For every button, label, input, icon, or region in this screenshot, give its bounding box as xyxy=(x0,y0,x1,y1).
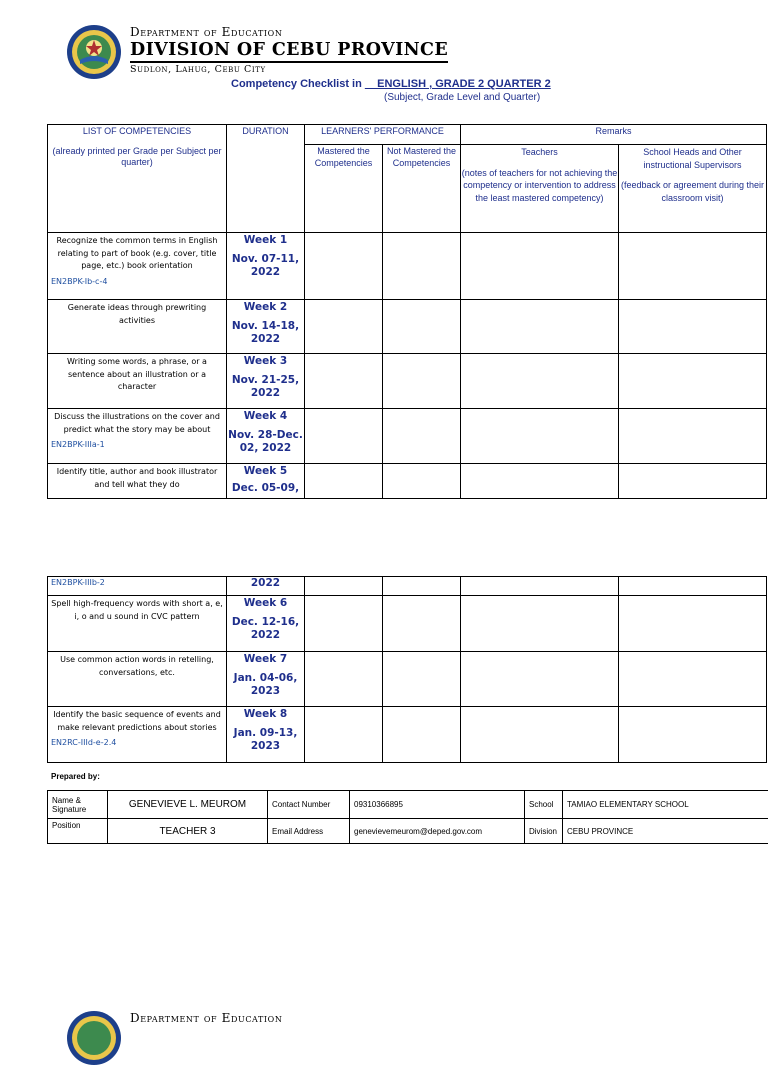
table-row xyxy=(48,233,767,300)
heads-remarks-cell[interactable] xyxy=(619,354,767,409)
contact-label: Contact Number xyxy=(268,791,350,819)
week-dates: 2022 xyxy=(227,577,304,590)
table-row xyxy=(48,354,767,409)
mastered-cell[interactable] xyxy=(305,464,383,499)
week-dates: Jan. 04-06, 2023 xyxy=(227,672,304,698)
heads-remarks-cell[interactable] xyxy=(619,464,767,499)
table-row xyxy=(48,707,767,763)
competency-code: EN2RC-IIId-e-2.4 xyxy=(51,737,223,750)
not-mastered-cell[interactable] xyxy=(383,652,461,707)
name-label: Name & Signature xyxy=(48,791,108,819)
teachers-remarks-cell[interactable] xyxy=(461,596,619,652)
position-value[interactable]: TEACHER 3 xyxy=(108,819,268,844)
competency-text: Writing some words, a phrase, or a sentence about an illustration or a character xyxy=(67,357,207,391)
not-mastered-cell[interactable] xyxy=(383,596,461,652)
competency-cell xyxy=(48,354,227,409)
competency-text: Use common action words in retelling, conversations, etc. xyxy=(60,655,214,677)
not-mastered-header: Not Mastered the Competencies xyxy=(383,145,461,233)
duration-cell xyxy=(227,577,305,596)
competency-cell xyxy=(48,707,227,763)
teachers-remarks-cell[interactable] xyxy=(461,707,619,763)
competency-text: Identify title, author and book illustrator and tell what they do xyxy=(57,467,218,489)
week-dates: Nov. 21-25, 2022 xyxy=(227,374,304,400)
division-address: Sudlon, Lahug, Cebu City xyxy=(130,64,266,75)
competency-cell xyxy=(48,300,227,354)
teacher-name[interactable]: GENEVIEVE L. MEUROM xyxy=(108,791,268,819)
table-row xyxy=(48,464,767,499)
duration-cell xyxy=(227,464,305,499)
heads-note: (feedback or agreement during their classroom visit) xyxy=(619,179,766,204)
email-label: Email Address xyxy=(268,819,350,844)
school-name[interactable]: TAMIAO ELEMENTARY SCHOOL xyxy=(563,791,768,819)
teachers-remarks-cell[interactable] xyxy=(461,300,619,354)
duration-header: DURATION xyxy=(227,125,305,233)
teachers-remarks-cell[interactable] xyxy=(461,354,619,409)
competency-cell xyxy=(48,464,227,499)
week-label: Week 7 xyxy=(227,653,304,666)
duration-cell xyxy=(227,409,305,464)
heads-remarks-cell[interactable] xyxy=(619,596,767,652)
remarks-header: Remarks xyxy=(461,125,767,145)
duration-cell xyxy=(227,596,305,652)
competency-text: Identify the basic sequence of events and make relevant predictions about stories xyxy=(53,710,221,732)
table-row xyxy=(48,409,767,464)
week-label: Week 3 xyxy=(227,355,304,368)
heads-remarks-cell[interactable] xyxy=(619,409,767,464)
competency-text: Generate ideas through prewriting activities xyxy=(68,303,206,325)
competency-code: EN2BPK-Ib-c-4 xyxy=(51,276,223,289)
week-label: Week 5 xyxy=(227,465,304,478)
duration-cell xyxy=(227,300,305,354)
competency-cell xyxy=(48,652,227,707)
mastered-cell[interactable] xyxy=(305,652,383,707)
competency-cell xyxy=(48,233,227,300)
next-page-letterhead xyxy=(66,1006,406,1066)
division-value[interactable]: CEBU PROVINCE xyxy=(563,819,768,844)
teachers-remarks-cell[interactable] xyxy=(461,652,619,707)
division-name: DIVISION OF CEBU PROVINCE xyxy=(130,40,448,63)
contact-number[interactable]: 09310366895 xyxy=(350,791,525,819)
checklist-title xyxy=(231,78,551,90)
heads-remarks-cell[interactable] xyxy=(619,233,767,300)
week-label: Week 2 xyxy=(227,301,304,314)
week-dates: Jan. 09-13, 2023 xyxy=(227,727,304,753)
title-prefix: Competency Checklist in xyxy=(231,78,362,90)
teachers-note: (notes of teachers for not achieving the competency or intervention to address the least mastered competency) xyxy=(461,167,618,205)
school-label: School xyxy=(525,791,563,819)
teachers-remarks-cell[interactable] xyxy=(461,409,619,464)
duration-cell xyxy=(227,707,305,763)
competency-cell xyxy=(48,596,227,652)
competency-cell xyxy=(48,409,227,464)
competency-text: Spell high-frequency words with short a, e, i, o and u sound in CVC pattern xyxy=(51,599,223,621)
school-heads-header xyxy=(619,145,767,233)
mastered-cell[interactable] xyxy=(305,707,383,763)
competency-code: EN2BPK-IIIb-2 xyxy=(51,577,223,590)
week-label: Week 6 xyxy=(227,597,304,610)
mastered-header: Mastered the Competencies xyxy=(305,145,383,233)
mastered-cell[interactable] xyxy=(305,300,383,354)
letterhead xyxy=(66,20,406,80)
week-label: Week 8 xyxy=(227,708,304,721)
duration-cell xyxy=(227,354,305,409)
heads-remarks-cell[interactable] xyxy=(619,652,767,707)
list-title: LIST OF COMPETENCIES xyxy=(48,126,226,138)
mastered-cell[interactable] xyxy=(305,577,383,596)
email-value[interactable]: genevievemeurom@deped.gov.com xyxy=(350,819,525,844)
competency-cell xyxy=(48,577,227,596)
not-mastered-cell[interactable] xyxy=(383,409,461,464)
teachers-remarks-cell[interactable] xyxy=(461,577,619,596)
week-dates: Dec. 12-16, 2022 xyxy=(227,616,304,642)
competency-text: Discuss the illustrations on the cover and predict what the story may be about xyxy=(54,412,220,434)
competency-table-page1 xyxy=(47,124,767,499)
deped-seal-icon xyxy=(66,24,122,80)
not-mastered-cell[interactable] xyxy=(383,354,461,409)
teachers-title: Teachers xyxy=(461,146,618,159)
week-dates: Nov. 14-18, 2022 xyxy=(227,320,304,346)
duration-cell xyxy=(227,233,305,300)
competency-text: Recognize the common terms in English relating to part of book (e.g. cover, title page, etc.) book orientation xyxy=(57,236,218,270)
week-label: Week 4 xyxy=(227,410,304,423)
competency-code: EN2BPK-IIIa-1 xyxy=(51,439,223,452)
deped-seal-icon xyxy=(66,1010,122,1066)
prepared-by-label: Prepared by: xyxy=(51,772,100,781)
signature-table xyxy=(47,790,768,844)
week-dates: Nov. 07-11, 2022 xyxy=(227,253,304,279)
table-row xyxy=(48,300,767,354)
not-mastered-cell[interactable] xyxy=(383,233,461,300)
title-subtitle: (Subject, Grade Level and Quarter) xyxy=(384,92,540,103)
mastered-cell[interactable] xyxy=(305,596,383,652)
heads-remarks-cell[interactable] xyxy=(619,300,767,354)
mastered-cell[interactable] xyxy=(305,354,383,409)
department-name: Department of Education xyxy=(130,25,282,39)
mastered-cell[interactable] xyxy=(305,409,383,464)
position-label: Position xyxy=(48,819,108,844)
table-row xyxy=(48,577,767,596)
list-of-competencies-header xyxy=(48,125,227,233)
table-row xyxy=(48,596,767,652)
heads-title: School Heads and Other instructional Supervisors xyxy=(619,146,766,171)
not-mastered-cell[interactable] xyxy=(383,577,461,596)
teachers-remarks-cell[interactable] xyxy=(461,233,619,300)
mastered-cell[interactable] xyxy=(305,233,383,300)
footer-department-name: Department of Education xyxy=(130,1011,282,1025)
not-mastered-cell[interactable] xyxy=(383,464,461,499)
week-dates: Dec. 05-09, xyxy=(227,482,304,495)
heads-remarks-cell[interactable] xyxy=(619,707,767,763)
heads-remarks-cell[interactable] xyxy=(619,577,767,596)
performance-header: LEARNERS' PERFORMANCE xyxy=(305,125,461,145)
teachers-remarks-cell[interactable] xyxy=(461,464,619,499)
not-mastered-cell[interactable] xyxy=(383,300,461,354)
duration-cell xyxy=(227,652,305,707)
week-label: Week 1 xyxy=(227,234,304,247)
week-dates: Nov. 28-Dec. 02, 2022 xyxy=(227,429,304,455)
title-subject: __ENGLISH , GRADE 2 QUARTER 2 xyxy=(365,78,551,90)
competency-table-page2 xyxy=(47,576,767,763)
table-row xyxy=(48,652,767,707)
list-note: (already printed per Grade per Subject per quarter) xyxy=(48,146,226,169)
teachers-header xyxy=(461,145,619,233)
division-label: Division xyxy=(525,819,563,844)
not-mastered-cell[interactable] xyxy=(383,707,461,763)
